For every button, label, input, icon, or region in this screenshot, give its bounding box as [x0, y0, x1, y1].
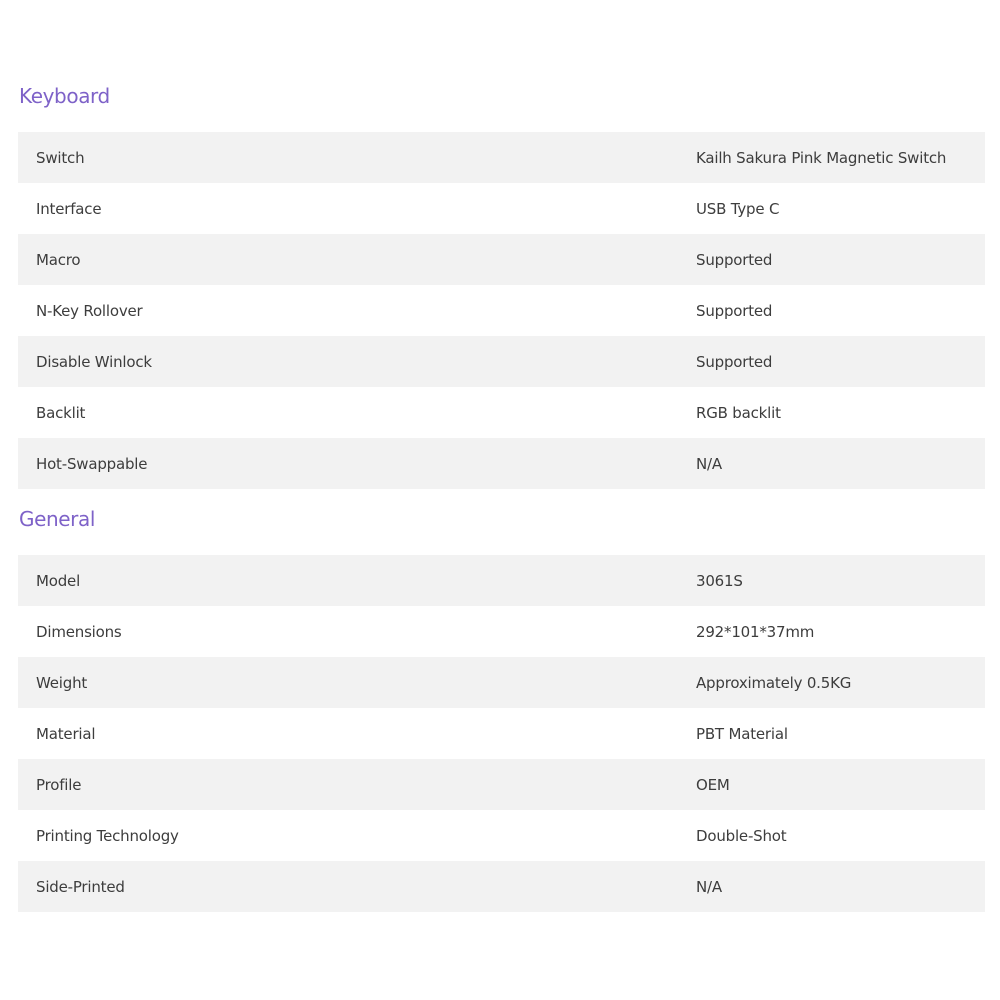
spec-row-disable-winlock	[18, 336, 985, 387]
spec-value: Supported	[696, 234, 985, 285]
spec-row-printing-technology	[18, 810, 985, 861]
specifications-panel	[18, 80, 985, 912]
section-title-general: General	[19, 507, 96, 531]
spec-label: Disable Winlock	[18, 336, 696, 387]
spec-label: Backlit	[18, 387, 696, 438]
spec-value: Double-Shot	[696, 810, 985, 861]
spec-row-switch	[18, 132, 985, 183]
spec-row-side-printed	[18, 861, 985, 912]
spec-value: USB Type C	[696, 183, 985, 234]
spec-row-weight	[18, 657, 985, 708]
spec-row-model	[18, 555, 985, 606]
spec-value: Approximately 0.5KG	[696, 657, 985, 708]
spec-label: Macro	[18, 234, 696, 285]
spec-value: Supported	[696, 285, 985, 336]
spec-label: Model	[18, 555, 696, 606]
spec-value: N/A	[696, 861, 985, 912]
spec-label: Material	[18, 708, 696, 759]
spec-value: Supported	[696, 336, 985, 387]
spec-label: Interface	[18, 183, 696, 234]
keyboard-spec-table	[18, 132, 985, 489]
spec-row-material	[18, 708, 985, 759]
general-spec-table	[18, 555, 985, 912]
section-title-keyboard: Keyboard	[19, 84, 110, 108]
spec-row-macro	[18, 234, 985, 285]
spec-value: 3061S	[696, 555, 985, 606]
spec-value: Kailh Sakura Pink Magnetic Switch	[696, 132, 985, 183]
spec-value: PBT Material	[696, 708, 985, 759]
section-spacer	[18, 489, 985, 503]
spec-value: OEM	[696, 759, 985, 810]
spec-label: N-Key Rollover	[18, 285, 696, 336]
spec-row-n-key-rollover	[18, 285, 985, 336]
spec-label: Dimensions	[18, 606, 696, 657]
spec-label: Hot-Swappable	[18, 438, 696, 489]
spec-row-backlit	[18, 387, 985, 438]
spec-value: 292*101*37mm	[696, 606, 985, 657]
spec-label: Printing Technology	[18, 810, 696, 861]
spec-label: Profile	[18, 759, 696, 810]
spec-row-interface	[18, 183, 985, 234]
spec-label: Weight	[18, 657, 696, 708]
spec-label: Switch	[18, 132, 696, 183]
spec-row-dimensions	[18, 606, 985, 657]
spec-value: RGB backlit	[696, 387, 985, 438]
spec-label: Side-Printed	[18, 861, 696, 912]
spec-value: N/A	[696, 438, 985, 489]
spec-row-hot-swappable	[18, 438, 985, 489]
spec-row-profile	[18, 759, 985, 810]
